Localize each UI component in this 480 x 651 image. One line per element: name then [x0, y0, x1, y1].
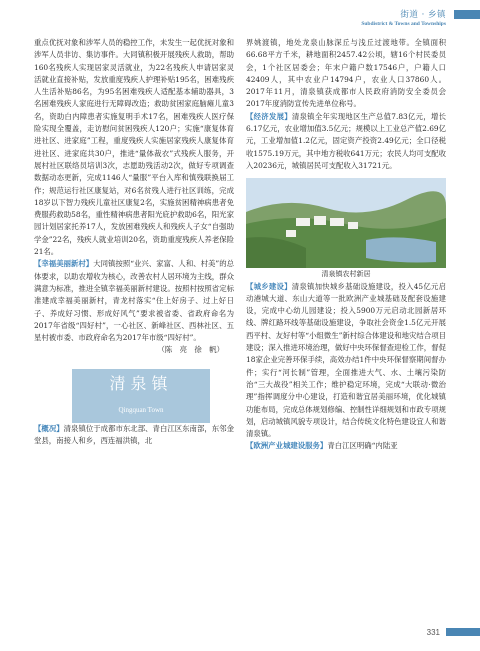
author-signature: （陈 亮 徐 帆）	[157, 345, 224, 355]
left-paragraph-village	[34, 258, 234, 344]
section-tag-village: 【幸福美丽新村】	[34, 259, 94, 269]
left-paragraph-overview	[34, 423, 234, 448]
section-tag-economy: 【经济发展】	[246, 111, 292, 121]
section-tag-overview: 【概况】	[34, 423, 64, 433]
banner-subtitle: Qingquan Town	[118, 405, 164, 414]
economy-text: 清泉镇全年实现地区生产总值7.83亿元，增长6.17亿元，农业增加值3.5亿元；规模以上工业总产值2.69亿元，工业增加值1.2亿元，固定资产投资2.49亿元；全口径税收1575.19万元，其中地方税收641万元；农民人均可支配收入20236元，城镇居民可支配收入31721元。	[246, 111, 446, 170]
right-paragraph-continued: 界姚渡镇，地处龙泉山脉深丘与浅丘过渡地带。全镇面积66.68平方千米，耕地面积2457.42公顷，辖16个村民委员会，1个社区居委会；年末户籍户数17546户，户籍人口42409人，其中农业户14794户，农业人口37860人。2017年11月，清泉镇获成都市人民政府消防安全委员会2017年度消防宣传先进单位称号。	[246, 38, 446, 109]
town-banner	[72, 369, 210, 423]
page-number: 331	[426, 628, 440, 637]
footer-accent-bar	[446, 628, 480, 636]
banner-title: 清泉镇	[109, 373, 173, 393]
section-tag-construction: 【城乡建设】	[246, 281, 292, 291]
right-paragraph-economy	[246, 111, 446, 172]
overview-text: 清泉镇位于成都市东北部、青白江区东南部，东邻金堂县，南接人和乡，西连福洪镇，北	[34, 423, 234, 446]
village-text: 大同镇按照“业兴、家富、人和、村美”的总体要求，以助农增收为核心，改善农村人居环境为主线，群众满意为标准，推进全镇幸福美丽新村建设。按照村按照省定标准建成幸福美丽新村，青龙村落实“住上好房子、过上好日子、养成好习惯、形成好风气”要求被省委、省政府命名为2017年省级“四好村”，一心社区、新峰社区、西林社区、五星村被市委、市政府命名为2017年市级“四好村”。	[34, 259, 234, 343]
header-accent-bar	[454, 10, 480, 19]
industry-text: 青白江区明确“内陆亚	[327, 441, 398, 451]
construction-text: 清泉镇加快城乡基础设施建设，投入45亿元启动港城大道、东山大道等一批欧洲产业城基础及配套设施建设，完成中心幼儿园建设；投入5900万元启动北园新居环线、牌红路环线等基础设施建设，争取社会资金1.5亿元开展西平村、友好村等“小组微生”新村综合体建设和地灾结合项目建设；深入推进环境治理，做好中央环保督查迎检工作，督促18家企业完善环保手续，高效办结1件中央环保督察期间督办件；实行“河长制”管理，全面推进大气、水、土壤污染防治“三大战役”相关工作；维护稳定环境，完成“大联动·微治理”指挥调度分中心建设，打造和谐宜居美丽环境，优化城镇功能布局，完成总体规划修编、控制性详细规划和市政专项规划，启动城镇风貌专项设计，结合传统文化特色建设宜人和谐清泉镇。	[246, 281, 446, 439]
header-subtitle: Subdistrict & Towns and Townships	[361, 21, 446, 27]
section-tag-industry: 【欧洲产业城建设服务】	[246, 441, 328, 451]
left-paragraph-disability: 重点优抚对象和涉军人员的稳控工作，未发生一起优抚对象和涉军人员非访、集访事件。大同镇积极开展残疾人救助，帮助160名残疾人实现居家灵活就业，为22名残疾人申请居家灵活就业直接补贴，发放重度残疾人护理补贴195名，困难残疾人生活补贴86名，为95名困难残疾人适配基本辅助器具，3名困难残疾人家庭进行无障碍改造；救助贫困家庭脑瘫儿童3名，资助白内障患者实施复明手术17名，困难残疾人医疗保险实现全覆盖，走访慰问贫困残疾人120户；实施“康复体育进社区、进家庭”工程，重度残疾人实施居家残疾人康复体育进社区、进家庭共30户，推进“量体裁衣”式残疾人服务，开展村社区联络员培训3次，志愿助残活动2次，做好专项调查数据动态更新，完成1146人“量服”平台入库和慎残联换届工作；规范运行社区康复站，对6名贫残人进行社区训练，完成18岁以下智力残疾儿童社区康复2名，实施贫困精神病患者免费服药救助58名，重性精神病患者阳光庇护救助6名，阳光家园计划居家托养17人，发放困难残疾人和残疾人子女“自强助学金”22名，残疾人就业培训20名，资助重度残疾人养老保险21名。	[34, 38, 234, 257]
photo-caption: 清泉镇农村新居	[321, 270, 371, 279]
village-photo	[246, 178, 446, 268]
right-paragraph-construction	[246, 281, 446, 441]
header-title: 街道 · 乡镇	[400, 10, 446, 20]
right-paragraph-industry	[246, 440, 446, 452]
right-column	[246, 37, 446, 453]
running-header	[361, 8, 446, 27]
left-column	[34, 37, 234, 447]
